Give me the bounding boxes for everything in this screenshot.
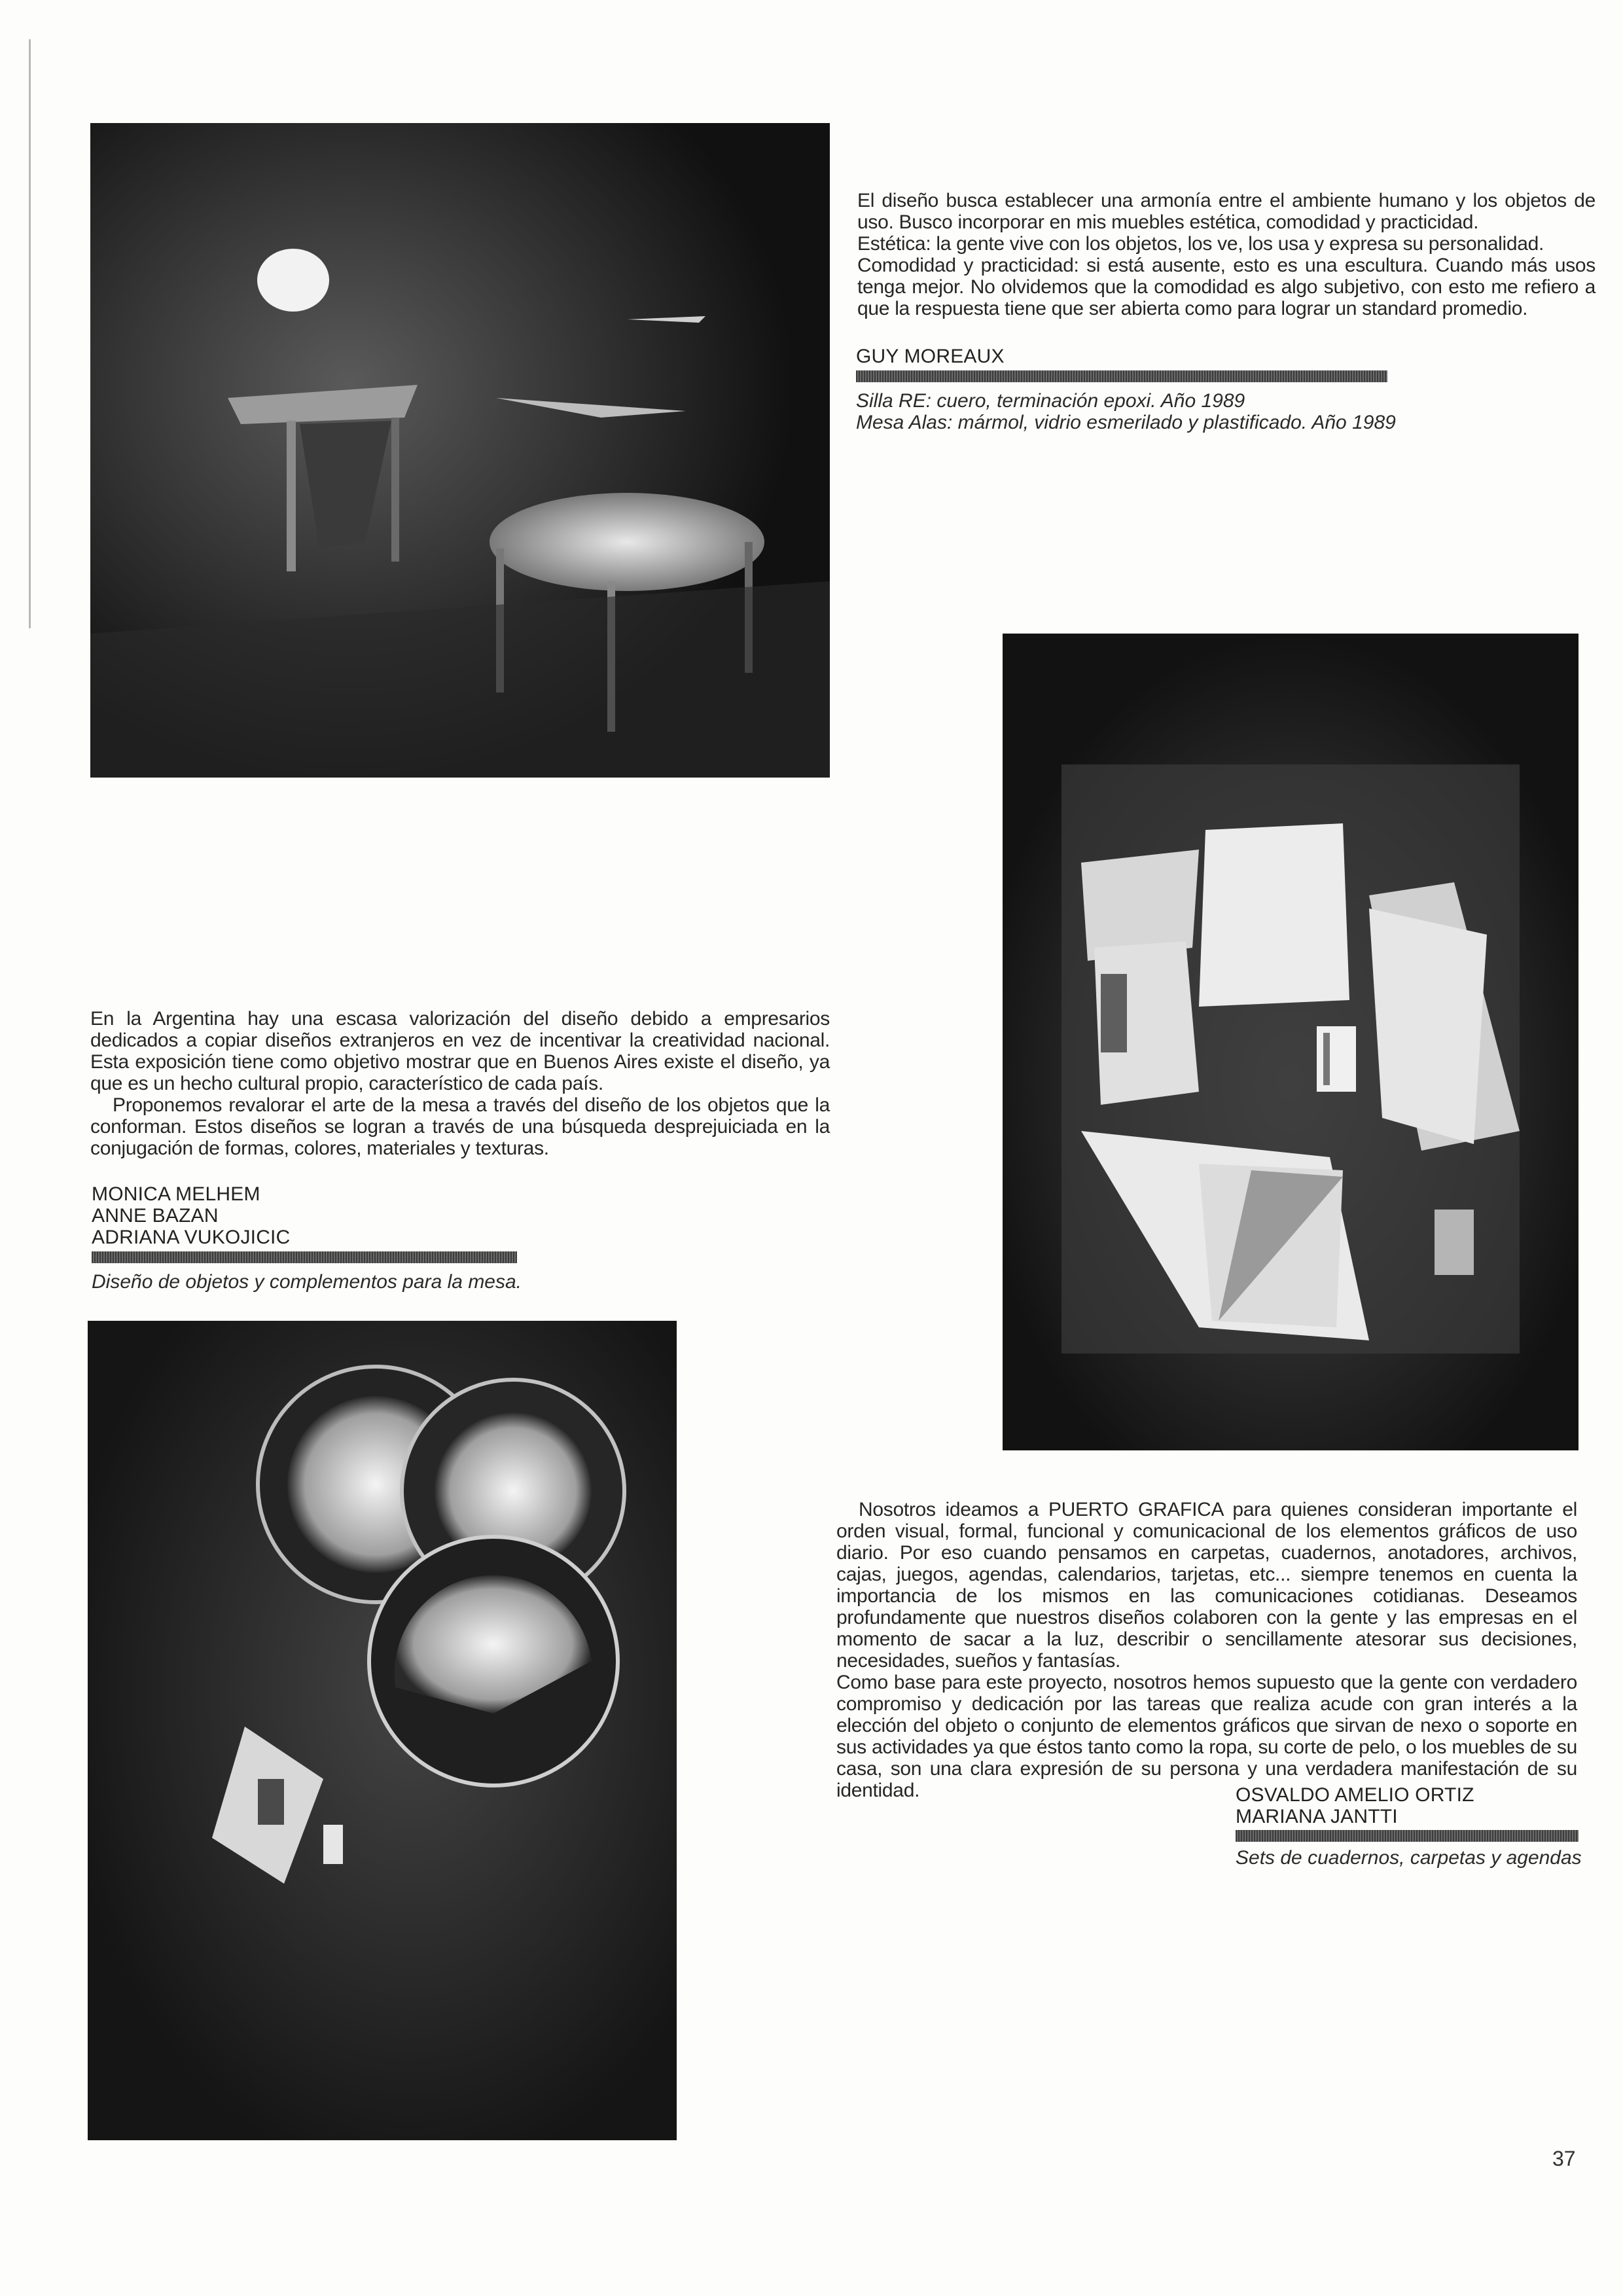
paragraph: Como base para este proyecto, nosotros hemos supuesto que la gente con verdadero compromiso y dedicación por las tareas que realiza acude con gran interés a la elección del objeto o conjunto de elementos gráficos que sirvan de nexo o soporte en sus actividades ya que éstos tanto como la ropa, su corte de pelo, o los muebles de su casa, son una clara expresión de su persona y una verdadera manifestación de su identidad.: [836, 1672, 1577, 1801]
paragraph: Proponemos revalorar el arte de la mesa a través del diseño de los objetos que la conforman. Estos diseños se logran a través de una búsqueda desprejuiciada en la conjugación de formas, colores, materiales y texturas.: [90, 1094, 830, 1159]
paragraph: Nosotros ideamos a PUERTO GRAFICA para quienes consideran importante el orden visual, formal, funcional y comunicacional de los elementos gráficos de uso diario. Por eso cuando pensamos en carpetas, cuadernos, anotadores, archivos, cajas, juegos, agendas, calendarios, tarjetas, etc... siempre tenemos en cuenta la importancia de los mismos en las comunicaciones cotidianas. Deseamos profundamente que nuestros diseños colaboren con la gente y las empresas en el momento de sacar a la luz, describir o sencillamente atesorar sus decisiones, necesidades, sueños y fantasías.: [836, 1499, 1577, 1672]
authors-table-design: [92, 1183, 290, 1248]
furniture-photo: [90, 123, 830, 778]
furniture-caption: [856, 390, 1396, 433]
author-name: MONICA MELHEM: [92, 1183, 260, 1205]
author-name: ANNE BAZAN: [92, 1205, 219, 1227]
caption-line: Diseño de objetos y complementos para la mesa.: [92, 1271, 522, 1293]
author-rule: [92, 1251, 517, 1263]
author-guy-moreaux: [856, 346, 1005, 367]
puerto-grafica-caption: [1236, 1847, 1582, 1869]
author-name: GUY MOREAUX: [856, 346, 1005, 367]
caption-line: Mesa Alas: mármol, vidrio esmerilado y plastificado. Año 1989: [856, 412, 1396, 433]
page-edge-line: [29, 39, 31, 628]
author-name: ADRIANA VUKOJICIC: [92, 1227, 291, 1248]
author-name: OSVALDO AMELIO ORTIZ: [1236, 1784, 1474, 1806]
author-name: MARIANA JANTTI: [1236, 1806, 1398, 1827]
stationery-photo: [1003, 634, 1578, 1450]
guy-moreaux-description: [857, 190, 1596, 319]
puerto-grafica-description: [836, 1499, 1577, 1801]
table-design-caption: [92, 1271, 522, 1293]
paragraph: Comodidad y practicidad: si está ausente, esto es una escultura. Cuando más usos tenga mejor. No olvidemos que la comodidad es algo subjetivo, con esto me refiero a que la respuesta tiene que ser abierta como para lograr un standard promedio.: [857, 255, 1596, 319]
paragraph: En la Argentina hay una escasa valorización del diseño debido a empresarios dedicados a copiar diseños extranjeros en vez de incentivar la creatividad nacional. Esta exposición tiene como objetivo mostrar que en Buenos Aires existe el diseño, ya que es un hecho cultural propio, característico de cada país.: [90, 1008, 830, 1094]
caption-line: Sets de cuadernos, carpetas y agendas: [1236, 1847, 1582, 1869]
paragraph: Estética: la gente vive con los objetos, los ve, los usa y expresa su personalidad.: [857, 233, 1544, 255]
page-number: 37: [1552, 2147, 1576, 2170]
table-design-description: [90, 1008, 830, 1159]
author-rule: [856, 370, 1387, 382]
paragraph: El diseño busca establecer una armonía entre el ambiente humano y los objetos de uso. Busco incorporar en mis muebles estética, comodidad y practicidad.: [857, 190, 1596, 233]
caption-line: Silla RE: cuero, terminación epoxi. Año 1989: [856, 390, 1245, 412]
author-rule: [1236, 1830, 1578, 1842]
authors-puerto-grafica: [1236, 1784, 1474, 1827]
tableware-photo: [88, 1321, 677, 2140]
